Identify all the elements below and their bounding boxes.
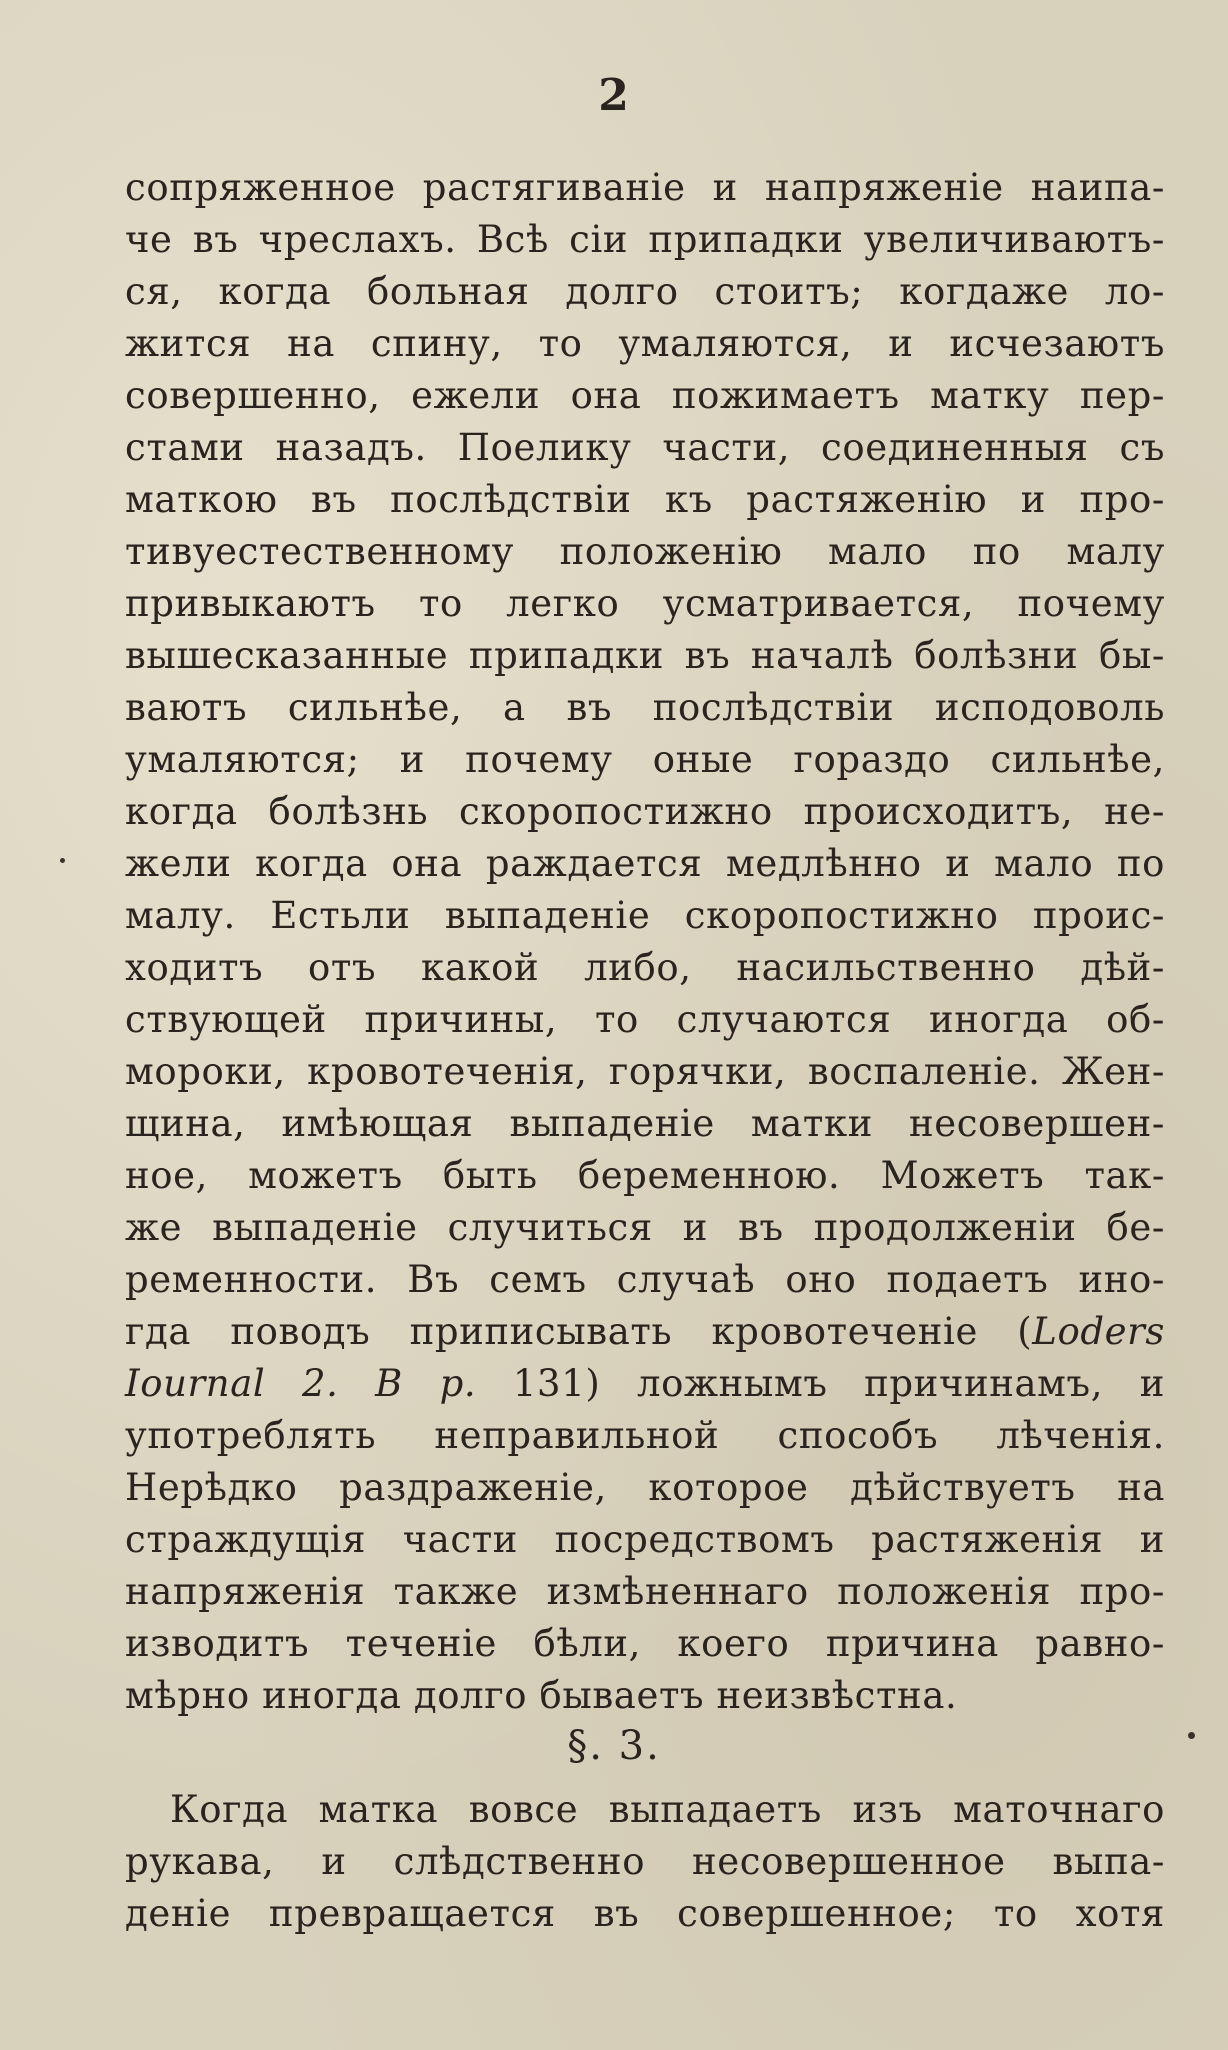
text-line: мѣрно иногда долго бываетъ неизвѣстна.	[125, 1674, 958, 1717]
text-line: жели когда она раждается медлѣнно и мало по	[125, 842, 1165, 885]
text-line: ваютъ сильнѣе, а въ послѣдствiи исподоволь	[125, 686, 1165, 729]
text-line: умаляются; и почему оные гораздо сильнѣе,	[125, 738, 1165, 781]
text-line: сопряженное растягиванiе и напряженiе наипа-	[125, 166, 1165, 209]
text-line: Нерѣдко раздраженiе, которое дѣйствуетъ на	[125, 1466, 1165, 1509]
text-line: привыкаютъ то легко усматривается, почему	[125, 582, 1165, 625]
paper-speck	[1188, 1732, 1195, 1739]
section-heading: §. 3.	[567, 1723, 661, 1769]
text-line: вышесказанные припадки въ началѣ болѣзни бы-	[125, 634, 1165, 677]
citation-text: гда поводъ приписывать кровотеченiе (	[125, 1310, 1033, 1353]
text-line: ходитъ отъ какой либо, насильственно дѣй-	[125, 946, 1165, 989]
text-line: совершенно, ежели она пожимаетъ матку пер-	[125, 374, 1165, 417]
text-line: жится на спину, то умаляются, и исчезаютъ	[125, 322, 1165, 365]
text-line: когда болѣзнь скоропостижно происходитъ, не-	[125, 790, 1165, 833]
text-line: употреблять неправильной способъ лѣченiя.	[125, 1414, 1165, 1457]
text-line: тивуестественному положенiю мало по малу	[125, 530, 1165, 573]
text-line: напряженiя также измѣненнаго положенiя про-	[125, 1570, 1165, 1613]
citation-text: 131) ложнымъ причинамъ, и	[476, 1362, 1165, 1405]
text-line: мороки, кровотеченiя, горячки, воспаленiе. Жен-	[125, 1050, 1165, 1093]
text-line: маткою въ послѣдствiи къ растяженiю и про-	[125, 478, 1165, 521]
citation-italic: Loders	[1032, 1310, 1165, 1353]
text-line: ременности. Въ семъ случаѣ оно подаетъ ино-	[125, 1258, 1165, 1301]
text-line: малу. Естьли выпаденiе скоропостижно проис-	[125, 894, 1165, 937]
text-line: стами назадъ. Поелику части, соединенныя съ	[125, 426, 1165, 469]
paper-speck	[60, 858, 65, 863]
text-line: рукава, и слѣдственно несовершенное выпа-	[125, 1840, 1165, 1883]
page-number: 2	[598, 70, 630, 121]
text-line: страждущiя части посредствомъ растяженiя и	[125, 1518, 1165, 1561]
text-line: же выпаденiе случиться и въ продолженiи бе-	[125, 1206, 1165, 1249]
text-line: ное, можетъ быть беременною. Можетъ так-	[125, 1154, 1165, 1197]
text-line: ся, когда больная долго стоитъ; когдаже ло-	[125, 270, 1165, 313]
text-line-citation	[125, 1358, 1165, 1410]
text-line: Когда матка вовсе выпадаетъ изъ маточнаго	[170, 1788, 1165, 1831]
text-line: че въ чреслахъ. Всѣ сiи припадки увеличиваютъ-	[125, 218, 1165, 261]
citation-italic: Iournal 2. B p.	[125, 1362, 477, 1405]
text-line: ствующей причины, то случаются иногда об-	[125, 998, 1165, 1041]
text-line: изводитъ теченiе бѣли, коего причина равно-	[125, 1622, 1165, 1665]
text-line-citation	[125, 1306, 1165, 1358]
text-line: денiе превращается въ совершенное; то хотя	[125, 1892, 1165, 1935]
text-line: щина, имѣющая выпаденiе матки несовершен-	[125, 1102, 1165, 1145]
